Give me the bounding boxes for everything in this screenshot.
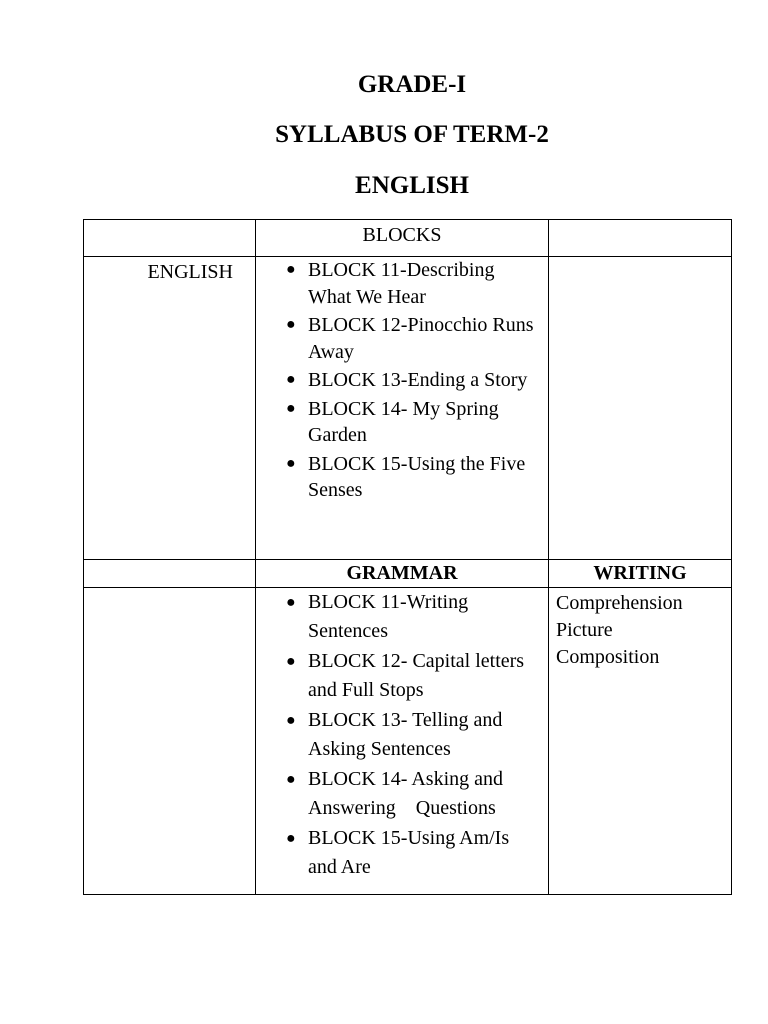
bullet-icon: ●: [286, 771, 296, 788]
bullet-icon: ●: [286, 594, 296, 611]
bullet-icon: ●: [286, 712, 296, 729]
block-text: BLOCK 14- Asking and Answering Questions: [308, 768, 507, 819]
syllabus-table: [83, 219, 732, 895]
blocks-header-cell: [256, 220, 549, 257]
writing-header-cell: [549, 560, 732, 588]
grammar-header: GRAMMAR: [346, 562, 458, 584]
grammar-row: [84, 588, 732, 895]
empty-cell: [84, 560, 256, 588]
blocks-header: BLOCKS: [362, 224, 442, 246]
bullet-icon: ●: [286, 454, 296, 472]
empty-cell: [549, 220, 732, 257]
list-item: [256, 824, 542, 882]
bullet-icon: ●: [286, 371, 296, 388]
english-blocks-list: [256, 257, 548, 504]
subject-title: ENGLISH: [355, 172, 469, 199]
list-item: [256, 396, 542, 449]
writing-items: [549, 588, 731, 671]
bullet-icon: ●: [286, 830, 296, 847]
list-item: [256, 588, 542, 646]
english-row: [84, 257, 732, 560]
grammar-header-cell: [256, 560, 549, 588]
block-text: BLOCK 14- My Spring Garden: [308, 397, 499, 446]
block-text: BLOCK 13-Ending a Story: [308, 369, 528, 391]
english-label-cell: [84, 257, 256, 560]
list-item: [256, 647, 542, 705]
bullet-icon: ●: [286, 316, 296, 333]
block-text: BLOCK 11-Describing What We Hear: [308, 259, 495, 308]
writing-item: Picture: [556, 619, 613, 641]
grammar-blocks-list: [256, 588, 548, 882]
writing-item: Composition: [556, 646, 660, 668]
bullet-icon: ●: [286, 653, 296, 670]
block-text: BLOCK 13- Telling and Asking Sentences: [308, 709, 503, 760]
empty-cell: [549, 257, 732, 560]
bullet-icon: ●: [286, 261, 296, 278]
block-text: BLOCK 12- Capital letters and Full Stops: [308, 650, 525, 701]
english-row-label: ENGLISH: [147, 261, 233, 283]
writing-items-cell: [549, 588, 732, 895]
writing-item: Comprehension: [556, 592, 683, 614]
list-item: [256, 451, 542, 504]
bullet-icon: ●: [286, 399, 296, 417]
list-item: [256, 257, 542, 310]
grammar-blocks-cell: [256, 588, 549, 895]
english-blocks-cell: [256, 257, 549, 560]
block-text: BLOCK 12-Pinocchio Runs Away: [308, 314, 534, 363]
block-text: BLOCK 15-Using Am/Is and Are: [308, 827, 510, 878]
block-text: BLOCK 11-Writing Sentences: [308, 591, 469, 642]
block-text: BLOCK 15-Using the Five Senses: [308, 452, 526, 501]
grammar-writing-header-row: [84, 560, 732, 588]
syllabus-title: SYLLABUS OF TERM-2: [275, 121, 549, 148]
list-item: [256, 765, 542, 823]
list-item: [256, 312, 542, 365]
grade-title: GRADE-I: [357, 71, 467, 98]
blocks-header-row: [84, 220, 732, 257]
list-item: [256, 367, 542, 394]
writing-header: WRITING: [593, 562, 687, 584]
list-item: [256, 706, 542, 764]
empty-cell: [84, 220, 256, 257]
empty-cell: [84, 588, 256, 895]
